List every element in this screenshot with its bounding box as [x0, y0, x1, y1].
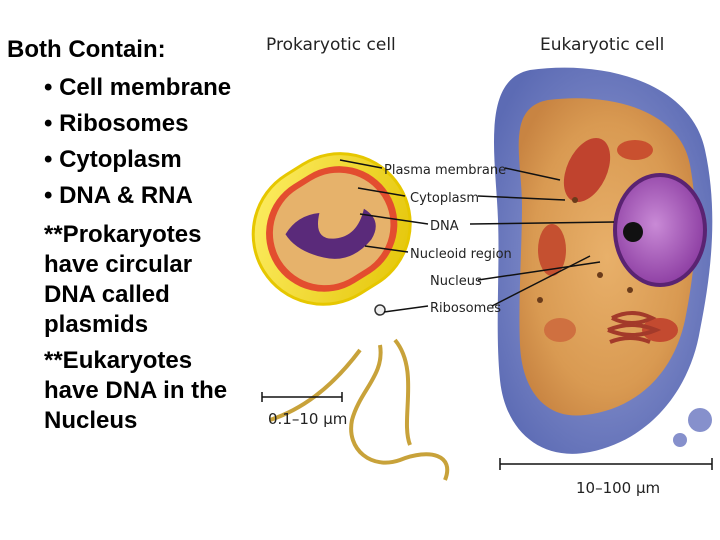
label-nucleus: Nucleus — [430, 274, 482, 289]
note-eukaryote-line-3: Nucleus — [44, 407, 138, 434]
label-plasma-membrane: Plasma membrane — [384, 163, 507, 178]
prokaryote-scale-text: 0.1–10 µm — [268, 410, 348, 428]
eukaryote-scale-text: 10–100 µm — [576, 479, 661, 497]
note-prokaryote-line-4: plasmids — [44, 311, 149, 338]
note-prokaryote-line-2: have circular — [44, 251, 193, 278]
label-ribosomes: Ribosomes — [430, 301, 502, 316]
bullet-dna-rna: • DNA & RNA — [44, 182, 193, 209]
bullet-cytoplasm: • Cytoplasm — [44, 146, 182, 173]
eukaryotic-cell-illustration — [494, 68, 712, 454]
prokaryote-scale-bar — [262, 392, 342, 402]
bullet-ribosomes: • Ribosomes — [44, 110, 189, 137]
note-prokaryote-line-1: **Prokaryotes — [44, 221, 202, 248]
label-nucleoid-region: Nucleoid region — [410, 247, 512, 262]
note-eukaryote-line-2: have DNA in the — [44, 377, 228, 404]
note-prokaryote-line-3: DNA called — [44, 281, 170, 308]
eukaryote-title: Eukaryotic cell — [540, 35, 665, 55]
label-cytoplasm: Cytoplasm — [410, 191, 480, 206]
label-dna: DNA — [430, 219, 459, 234]
eukaryote-scale-bar — [500, 458, 712, 470]
heading: Both Contain: — [7, 36, 166, 63]
prokaryote-title: Prokaryotic cell — [266, 35, 396, 55]
note-eukaryote-line-1: **Eukaryotes — [44, 347, 193, 374]
bullet-cell-membrane: • Cell membrane — [44, 74, 232, 101]
